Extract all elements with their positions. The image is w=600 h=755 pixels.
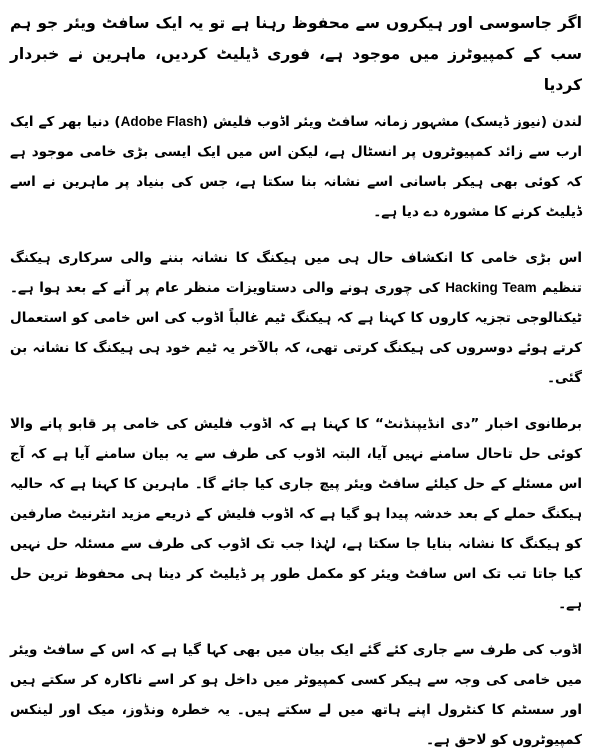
- paragraph-1: [10, 107, 582, 227]
- paragraph-1-text-end: ) دنیا بھر کے ایک ارب سے زائد کمپیوٹروں پر انسٹال ہے، لیکن اس میں ایک ایسی بڑی خامی موجود ہے کہ کوئی بھی ہیکر باسانی اسے نشانہ بنا سکتا ہے، جس کی بنیاد پر ماہرین نے اسے ڈیلیٹ کرنے کا مشورہ دے دیا ہے۔: [10, 114, 582, 220]
- paragraph-2-text-end: کی چوری ہونے والی دستاویزات منظر عام پر آنے کے بعد ہوا ہے۔ ٹیکنالوجی تجزیہ کاروں کا کہنا ہے کہ ہیکنگ ٹیم غالباً اڈوب کی اس خامی کو استعمال کرتے ہوئے دوسروں کی ہیکنگ کرتی تھی، کہ بالآخر یہ ٹیم خود ہی ہیکنگ کا نشانہ بن گئی۔: [10, 280, 582, 386]
- paragraph-3: برطانوی اخبار ”دی انڈیپنڈنٹ“ کا کہنا ہے کہ اڈوب فلیش کی خامی پر قابو پانے والا کوئی حل تاحال سامنے نہیں آیا، البتہ اڈوب کی طرف سے یہ بیان سامنے آیا ہے کہ آج اس مسئلے کے حل کیلئے سافٹ ویئر پیچ جاری کیا جائے گا۔ ماہرین کا کہنا ہے کہ حالیہ ہیکنگ حملے کے بعد خدشہ پیدا ہو گیا ہے کہ اڈوب فلیش کے ذریعے مزید انٹرنیٹ صارفین کو ہیکنگ کا نشانہ بنایا جا سکتا ہے، لہٰذا جب تک اڈوب کی طرف سے مسئلہ حل نہیں کیا جاتا تب تک اس سافٹ ویئر کو مکمل طور پر ڈیلیٹ کر دینا ہی محفوظ ترین حل ہے۔: [10, 416, 582, 612]
- brand-name-hacking-team: Hacking Team: [445, 280, 537, 295]
- paragraph-2-text-start: اس بڑی خامی کا انکشاف حال ہی میں ہیکنگ کا نشانہ بننے والی سرکاری ہیکنگ تنظیم: [10, 250, 582, 296]
- paragraph-4: اڈوب کی طرف سے جاری کئے گئے ایک بیان میں بھی کہا گیا ہے کہ اس کے سافٹ ویئر میں خامی کی وجہ سے ہیکر کسی کمپیوٹر میں داخل ہو کر اسے ناکارہ کر سکتے ہیں اور سسٹم کا کنٹرول اپنے ہاتھ میں لے سکتے ہیں۔ یہ خطرہ ونڈوز، میک اور لینکس کمپیوٹروں کو لاحق ہے۔: [10, 642, 582, 748]
- brand-name-adobe-flash: Adobe Flash: [120, 114, 202, 129]
- paragraph-2: [10, 243, 582, 393]
- paragraph-1-text-start: لندن (نیوز ڈیسک) مشہور زمانہ سافٹ ویئر اڈوب فلیش (: [201, 114, 582, 130]
- article-headline: اگر جاسوسی اور ہیکروں سے محفوظ رہنا ہے تو یہ ایک سافٹ ویئر جو ہم سب کے کمپیوٹرز میں موجود ہے، فوری ڈیلیٹ کردیں، ماہرین نے خبردار کردیا: [10, 14, 582, 94]
